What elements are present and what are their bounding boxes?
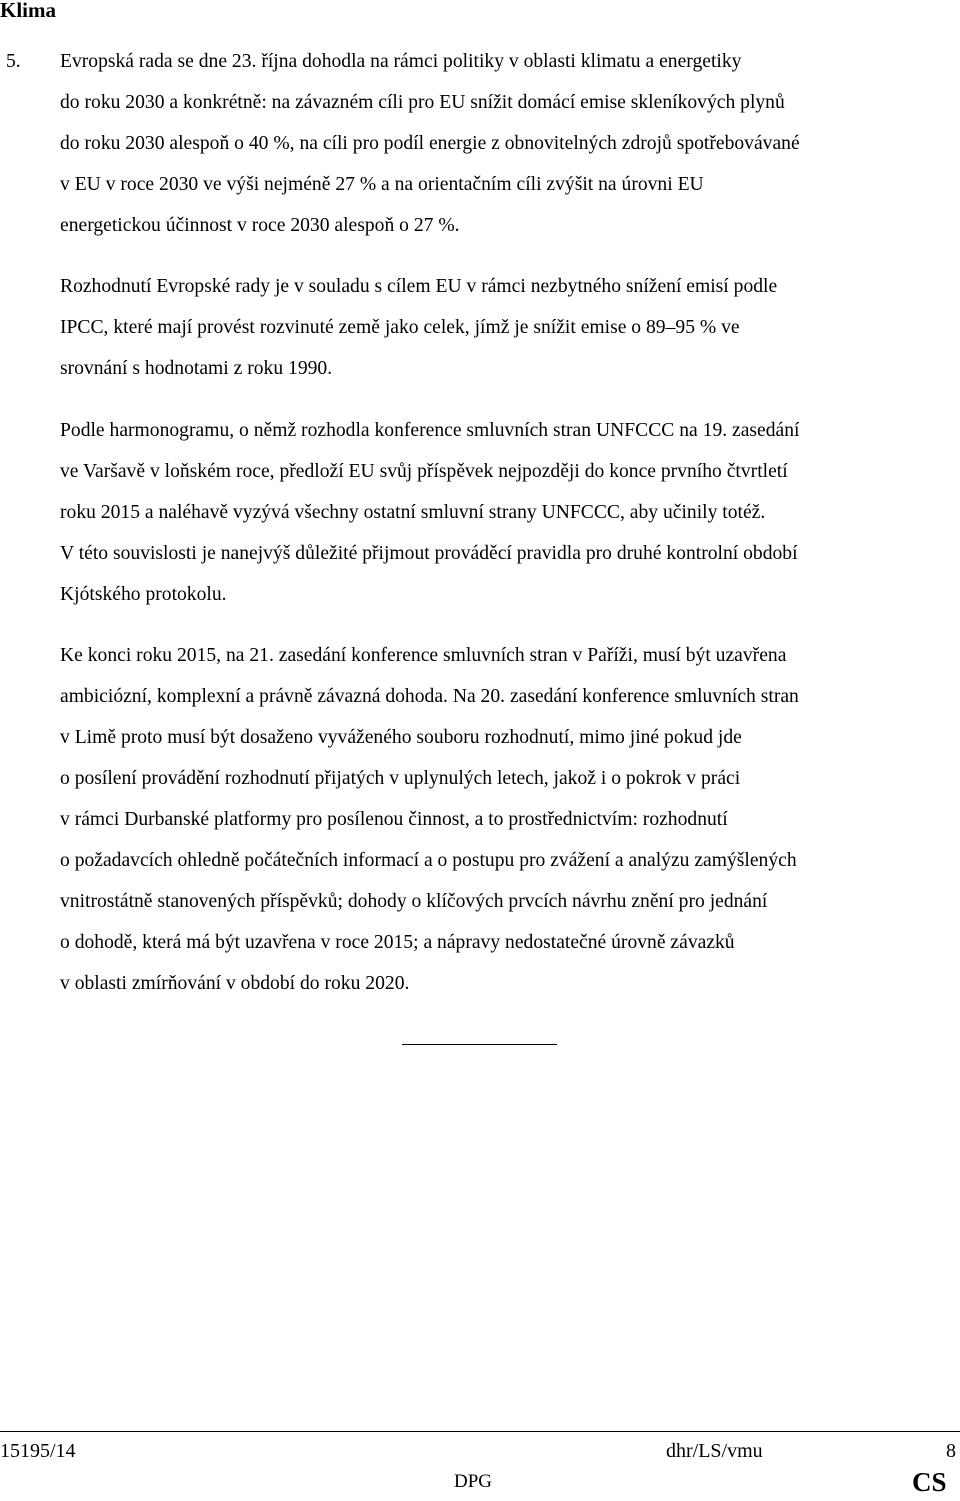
footer-divider: [0, 1431, 960, 1432]
text-line: o požadavcích ohledně počátečních informací a o postupu pro zvážení a analýzu zamýšlených: [60, 850, 797, 871]
footer-page-number: 8: [946, 1440, 956, 1462]
paragraph-3: [60, 410, 958, 615]
text-line: Evropská rada se dne 23. října dohodla na rámci politiky v oblasti klimatu a energetiky: [60, 51, 742, 72]
paragraph-4: [60, 635, 958, 1004]
footer-language: CS: [912, 1467, 947, 1497]
text-line: do roku 2030 a konkrétně: na závazném cíli pro EU snížit domácí emise skleníkových plynů: [60, 92, 785, 113]
text-line: Ke konci roku 2015, na 21. zasedání konference smluvních stran v Paříži, musí být uzavřena: [60, 645, 787, 666]
text-line: ambiciózní, komplexní a právně závazná dohoda. Na 20. zasedání konference smluvních stran: [60, 686, 799, 707]
section-heading: Klima: [0, 0, 56, 22]
text-line: srovnání s hodnotami z roku 1990.: [60, 358, 333, 379]
text-line: v oblasti zmírňování v období do roku 2020.: [60, 973, 410, 994]
text-line: v Limě proto musí být dosaženo vyváženého souboru rozhodnutí, mimo jiné pokud jde: [60, 727, 742, 748]
text-line: Rozhodnutí Evropské rady je v souladu s cílem EU v rámci nezbytného snížení emisí podle: [60, 276, 778, 297]
text-line: vnitrostátně stanovených příspěvků; dohody o klíčových prvcích návrhu znění pro jednání: [60, 891, 768, 912]
paragraph-1: [60, 41, 958, 246]
footer-reference: dhr/LS/vmu: [666, 1440, 763, 1462]
paragraph-number: 5.: [6, 51, 21, 72]
footer-doc-number: 15195/14: [0, 1440, 76, 1462]
text-line: energetickou účinnost v roce 2030 alespoň o 27 %.: [60, 215, 460, 236]
text-line: roku 2015 a naléhavě vyzývá všechny ostatní smluvní strany UNFCCC, aby učinily totéž.: [60, 502, 766, 523]
end-of-text-rule: [402, 1044, 557, 1045]
text-line: v rámci Durbanské platformy pro posílenou činnost, a to prostřednictvím: rozhodnutí: [60, 809, 728, 830]
text-line: do roku 2030 alespoň o 40 %, na cíli pro podíl energie z obnovitelných zdrojů spotřebovávané: [60, 133, 800, 154]
text-line: ve Varšavě v loňském roce, předloží EU svůj příspěvek nejpozději do konce prvního čtvrtletí: [60, 461, 788, 482]
footer-directorate: DPG: [454, 1471, 493, 1492]
text-line: v EU v roce 2030 ve výši nejméně 27 % a na orientačním cíli zvýšit na úrovni EU: [60, 174, 704, 195]
text-line: Kjótského protokolu.: [60, 584, 227, 605]
paragraph-2: [60, 266, 958, 389]
text-line: V této souvislosti je nanejvýš důležité přijmout prováděcí pravidla pro druhé kontrolní období: [60, 543, 798, 564]
text-line: IPCC, které mají provést rozvinuté země jako celek, jímž je snížit emise o 89–95 % ve: [60, 317, 740, 338]
text-line: o dohodě, která má být uzavřena v roce 2015; a nápravy nedostatečné úrovně závazků: [60, 932, 735, 953]
text-line: o posílení provádění rozhodnutí přijatých v uplynulých letech, jakož i o pokrok v práci: [60, 768, 741, 789]
text-line: Podle harmonogramu, o němž rozhodla konference smluvních stran UNFCCC na 19. zasedání: [60, 420, 800, 441]
